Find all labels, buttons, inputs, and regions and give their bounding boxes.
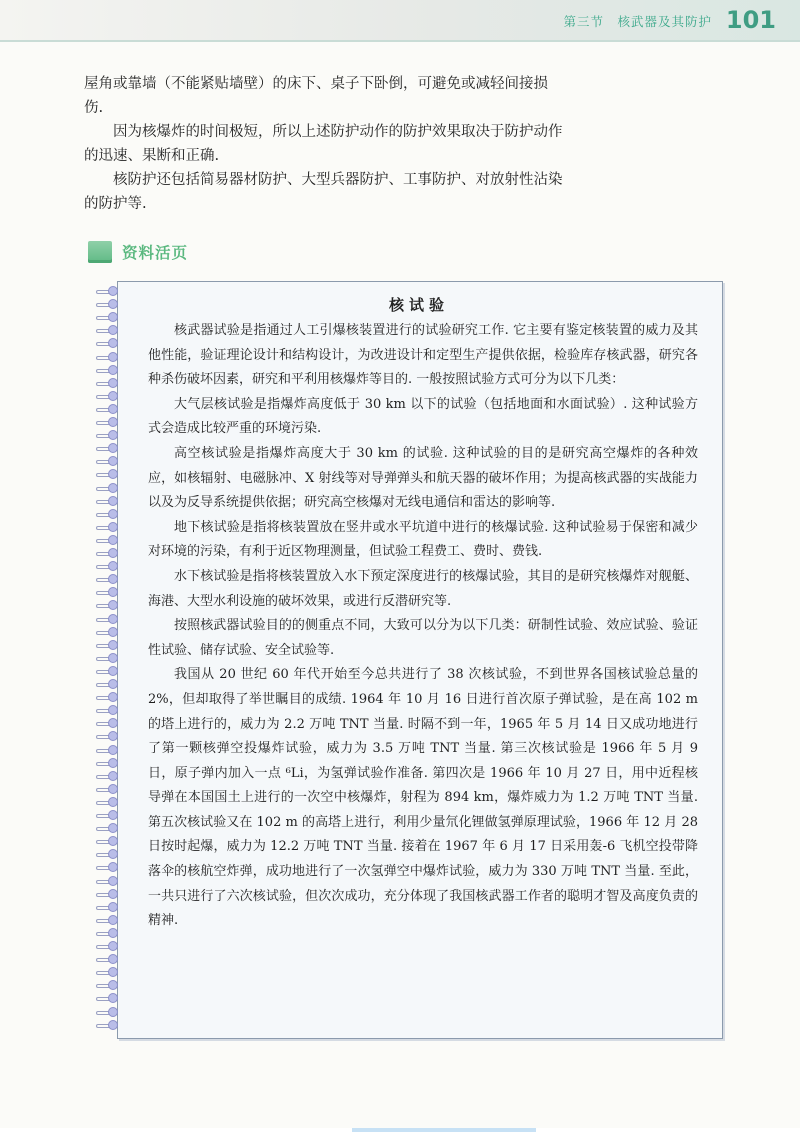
- binding-ring: [96, 810, 124, 820]
- binding-ring: [96, 718, 124, 728]
- binding-ring: [96, 456, 124, 466]
- binding-ring: [96, 823, 124, 833]
- binding-ring: [96, 561, 124, 571]
- header-divider: [0, 40, 800, 42]
- reading-paragraph: 地下核试验是指将核装置放在竖井或水平坑道中进行的核爆试验. 这种试验易于保密和减少对环境的污染，有利于近区物理测量，但试验工程费工、费时、费钱.: [148, 519, 698, 560]
- binding-ring: [96, 862, 124, 872]
- reading-paragraph: 核武器试验是指通过人工引爆核装置进行的试验研究工作. 它主要有鉴定核装置的威力及其他性能，验证理论设计和结构设计，为改进设计和定型生产提供依据，检验库存核武器，研究各种杀伤破坏因素，研究和平利用核爆炸等目的. 一般按照试验方式可分为以下几类：: [148, 323, 698, 388]
- binding-ring: [96, 941, 124, 951]
- binding-ring: [96, 758, 124, 768]
- binding-ring: [96, 653, 124, 663]
- binding-ring: [96, 849, 124, 859]
- binding-ring: [96, 745, 124, 755]
- sidebar-label-text: 资料活页: [122, 244, 189, 262]
- binding-ring: [96, 509, 124, 519]
- binding-ring: [96, 666, 124, 676]
- binding-ring: [96, 836, 124, 846]
- binding-ring: [96, 614, 124, 624]
- reading-paragraph: 我国从 20 世纪 60 年代开始至今总共进行了 38 次核试验，不到世界各国核试验总量的 2%，但却取得了举世瞩目的成绩. 1964 年 10 月 16 日进行首次原子弹试验，是在高 102 m 的塔上进行的，威力为 2.2 万吨 TNT 当量. 时隔不到一年，1965 年 5 月 14 日又成功地进行了第一颗核弹空投爆炸试验，威力为 3.5 万吨 TNT 当量. 第三次核试验是 1966 年 5 月 9 日，原子弹内加入一点 ⁶Li，为氢弹试验作准备. 第四次是 1966 年 10 月 27 日，用中近程核导弹在本国国土上进行的一次空中核爆炸，射程为 894 km，爆炸威力为 1.2 万吨 TNT 当量. 第五次核试验又在 102 m 的高塔上进行，利用少量氘化锂做氢弹原理试验，1966 年 12 月 28 日按时起爆，威力为 12.2 万吨 TNT 当量. 接着在 1967 年 6 月 17 日采用轰-6 飞机空投带降落伞的核航空炸弹，成功地进行了一次氢弹空中爆炸试验，威力为 330 万吨 TNT 当量. 至此，一共只进行了六次核试验，但次次成功，充分体现了我国核武器工作者的聪明才智及高度负责的精神.: [148, 667, 698, 929]
- binding-ring: [96, 928, 124, 938]
- binding-ring: [96, 993, 124, 1003]
- binding-ring: [96, 954, 124, 964]
- page-header: [0, 0, 800, 40]
- binding-ring: [96, 378, 124, 388]
- reading-text: [148, 319, 698, 934]
- binding-ring: [96, 352, 124, 362]
- binding-ring: [96, 325, 124, 335]
- binding-ring: [96, 338, 124, 348]
- binding-ring: [96, 548, 124, 558]
- page-footer-bar: [0, 1128, 800, 1132]
- binding-ring: [96, 731, 124, 741]
- notebook-icon: [88, 241, 112, 263]
- binding-ring: [96, 600, 124, 610]
- binding-ring: [96, 404, 124, 414]
- paragraph: 因为核爆炸的时间极短，所以上述防护动作的防护效果取决于防护动作的迅速、果断和正确.: [84, 124, 563, 164]
- binding-ring: [96, 522, 124, 532]
- binding-ring: [96, 692, 124, 702]
- binding-ring: [96, 627, 124, 637]
- binding-ring: [96, 640, 124, 650]
- page-number: 101: [725, 6, 776, 34]
- paragraph: 屋角或靠墙（不能紧贴墙壁）的床下、桌子下卧倒，可避免或减轻间接损伤.: [84, 76, 548, 116]
- main-text: [84, 72, 564, 216]
- binding-ring: [96, 679, 124, 689]
- binding-ring: [96, 365, 124, 375]
- binding-ring: [96, 889, 124, 899]
- binding-ring: [96, 784, 124, 794]
- binding-ring: [96, 797, 124, 807]
- binding-ring: [96, 1020, 124, 1030]
- spiral-binding: [96, 286, 126, 1034]
- binding-ring: [96, 443, 124, 453]
- reading-paragraph: 按照核武器试验目的的侧重点不同，大致可以分为以下几类：研制性试验、效应试验、验证性试验、储存试验、安全试验等.: [148, 618, 698, 658]
- binding-ring: [96, 469, 124, 479]
- binding-ring: [96, 391, 124, 401]
- binding-ring: [96, 587, 124, 597]
- binding-ring: [96, 483, 124, 493]
- sidebar-label: [88, 241, 188, 263]
- binding-ring: [96, 876, 124, 886]
- binding-ring: [96, 430, 124, 440]
- binding-ring: [96, 535, 124, 545]
- reading-paragraph: 高空核试验是指爆炸高度大于 30 km 的试验. 这种试验的目的是研究高空爆炸的各种效应，如核辐射、电磁脉冲、X 射线等对导弹弹头和航天器的破坏作用；为提高核武器的实战能力以及为反导系统提供依据；研究高空核爆对无线电通信和雷达的影响等.: [148, 445, 698, 511]
- reading-paragraph: 大气层核试验是指爆炸高度低于 30 km 以下的试验（包括地面和水面试验）. 这种试验方式会造成比较严重的环境污染.: [148, 396, 698, 437]
- binding-ring: [96, 967, 124, 977]
- binding-ring: [96, 496, 124, 506]
- binding-ring: [96, 902, 124, 912]
- reading-paragraph: 水下核试验是指将核装置放入水下预定深度进行的核爆试验，其目的是研究核爆炸对舰艇、海港、大型水利设施的破坏效果，或进行反潜研究等.: [148, 568, 698, 609]
- reading-title: 核试验: [388, 296, 449, 314]
- binding-ring: [96, 1007, 124, 1017]
- binding-ring: [96, 705, 124, 715]
- binding-ring: [96, 574, 124, 584]
- section-heading: 第三节 核武器及其防护: [563, 14, 712, 29]
- binding-ring: [96, 771, 124, 781]
- paragraph: 核防护还包括简易器材防护、大型兵器防护、工事防护、对放射性沾染的防护等.: [84, 172, 563, 212]
- binding-ring: [96, 417, 124, 427]
- binding-ring: [96, 980, 124, 990]
- binding-ring: [96, 915, 124, 925]
